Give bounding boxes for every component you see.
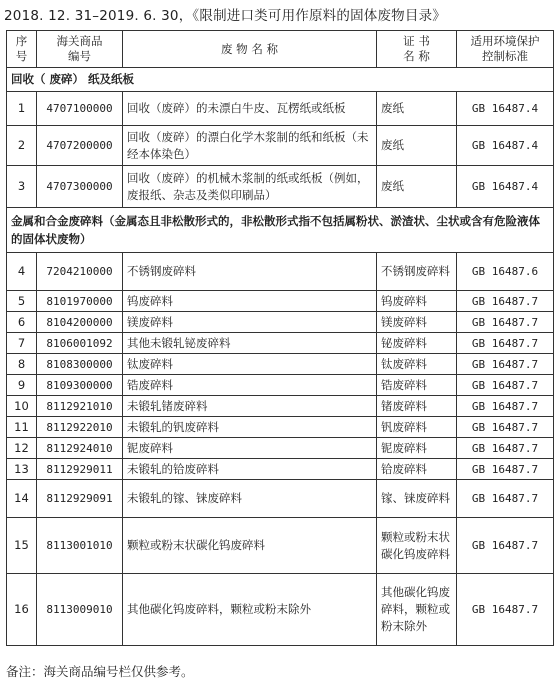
waste-name: 钛废碎料 [123, 354, 377, 375]
control-standard: GB 16487.7 [457, 480, 554, 518]
control-standard: GB 16487.7 [457, 417, 554, 438]
header-cert: 证 书 名 称 [377, 31, 457, 68]
header-standard: 适用环境保护 控制标准 [457, 31, 554, 68]
hs-code: 4707200000 [37, 126, 123, 166]
certificate-name: 镁废碎料 [377, 312, 457, 333]
certificate-name: 钛废碎料 [377, 354, 457, 375]
control-standard: GB 16487.7 [457, 574, 554, 646]
certificate-name: 钨废碎料 [377, 291, 457, 312]
hs-code: 8112924010 [37, 438, 123, 459]
section-title: 回收（ 废碎） 纸及纸板 [7, 68, 554, 92]
table-row [7, 459, 554, 480]
hs-code: 4707300000 [37, 166, 123, 208]
waste-name: 钨废碎料 [123, 291, 377, 312]
control-standard: GB 16487.6 [457, 253, 554, 291]
control-standard: GB 16487.7 [457, 312, 554, 333]
certificate-name: 锆废碎料 [377, 375, 457, 396]
table-row [7, 480, 554, 518]
row-number: 5 [7, 291, 37, 312]
table-row [7, 417, 554, 438]
header-code: 海关商品 编号 [37, 31, 123, 68]
control-standard: GB 16487.7 [457, 438, 554, 459]
table-header-row [7, 31, 554, 68]
waste-name: 未锻轧锗废碎料 [123, 396, 377, 417]
section-header-metal [7, 208, 554, 253]
hs-code: 8106001092 [37, 333, 123, 354]
waste-name: 颗粒或粉末状碳化钨废碎料 [123, 518, 377, 574]
waste-name: 回收（废碎）的漂白化学木浆制的纸和纸板（未经本体染色） [123, 126, 377, 166]
hs-code: 8109300000 [37, 375, 123, 396]
row-number: 13 [7, 459, 37, 480]
hs-code: 8104200000 [37, 312, 123, 333]
hs-code: 7204210000 [37, 253, 123, 291]
waste-catalog-table [6, 30, 554, 646]
table-row [7, 438, 554, 459]
table-row [7, 92, 554, 126]
table-row [7, 396, 554, 417]
certificate-name: 铌废碎料 [377, 438, 457, 459]
waste-name: 镁废碎料 [123, 312, 377, 333]
header-no: 序 号 [7, 31, 37, 68]
control-standard: GB 16487.4 [457, 92, 554, 126]
row-number: 8 [7, 354, 37, 375]
hs-code: 8112929011 [37, 459, 123, 480]
row-number: 10 [7, 396, 37, 417]
control-standard: GB 16487.4 [457, 166, 554, 208]
certificate-name: 不锈钢废碎料 [377, 253, 457, 291]
hs-code: 8101970000 [37, 291, 123, 312]
hs-code: 8113009010 [37, 574, 123, 646]
waste-name: 未锻轧的镓、铼废碎料 [123, 480, 377, 518]
waste-name: 回收（废碎）的未漂白牛皮、瓦楞纸或纸板 [123, 92, 377, 126]
row-number: 6 [7, 312, 37, 333]
table-row [7, 126, 554, 166]
document-title: 2018. 12. 31–2019. 6. 30，《限制进口类可用作原料的固体废物目录》 [4, 8, 446, 24]
waste-name: 其他未锻轧铋废碎料 [123, 333, 377, 354]
certificate-name: 锗废碎料 [377, 396, 457, 417]
table-row [7, 333, 554, 354]
control-standard: GB 16487.7 [457, 518, 554, 574]
table-row [7, 574, 554, 646]
control-standard: GB 16487.7 [457, 354, 554, 375]
row-number: 15 [7, 518, 37, 574]
hs-code: 8112929091 [37, 480, 123, 518]
certificate-name: 钒废碎料 [377, 417, 457, 438]
waste-name: 锆废碎料 [123, 375, 377, 396]
hs-code: 4707100000 [37, 92, 123, 126]
row-number: 9 [7, 375, 37, 396]
certificate-name: 铋废碎料 [377, 333, 457, 354]
certificate-name: 废纸 [377, 166, 457, 208]
certificate-name: 其他碳化钨废碎料，颗粒或粉末除外 [377, 574, 457, 646]
certificate-name: 颗粒或粉末状碳化钨废碎料 [377, 518, 457, 574]
row-number: 1 [7, 92, 37, 126]
certificate-name: 铪废碎料 [377, 459, 457, 480]
waste-name: 铌废碎料 [123, 438, 377, 459]
table-row [7, 312, 554, 333]
certificate-name: 废纸 [377, 126, 457, 166]
hs-code: 8108300000 [37, 354, 123, 375]
footnote: 备注：海关商品编号栏仅供参考。 [6, 664, 194, 679]
waste-name: 不锈钢废碎料 [123, 253, 377, 291]
table-row [7, 375, 554, 396]
row-number: 3 [7, 166, 37, 208]
section-title: 金属和合金废碎料（金属态且非松散形式的，非松散形式指不包括属粉状、淤渣状、尘状或含有危险液体的固体状废物） [7, 208, 554, 253]
row-number: 11 [7, 417, 37, 438]
hs-code: 8113001010 [37, 518, 123, 574]
waste-name: 回收（废碎）的机械木浆制的纸或纸板（例如，废报纸、杂志及类似印刷品） [123, 166, 377, 208]
table-row [7, 253, 554, 291]
table-row [7, 291, 554, 312]
certificate-name: 镓、铼废碎料 [377, 480, 457, 518]
control-standard: GB 16487.7 [457, 396, 554, 417]
control-standard: GB 16487.4 [457, 126, 554, 166]
section-header-paper [7, 68, 554, 92]
control-standard: GB 16487.7 [457, 333, 554, 354]
waste-name: 未锻轧的铪废碎料 [123, 459, 377, 480]
certificate-name: 废纸 [377, 92, 457, 126]
waste-name: 未锻轧的钒废碎料 [123, 417, 377, 438]
row-number: 4 [7, 253, 37, 291]
control-standard: GB 16487.7 [457, 375, 554, 396]
header-name: 废 物 名 称 [123, 31, 377, 68]
row-number: 16 [7, 574, 37, 646]
row-number: 12 [7, 438, 37, 459]
control-standard: GB 16487.7 [457, 291, 554, 312]
control-standard: GB 16487.7 [457, 459, 554, 480]
hs-code: 8112921010 [37, 396, 123, 417]
table-row [7, 354, 554, 375]
table-row [7, 166, 554, 208]
row-number: 2 [7, 126, 37, 166]
row-number: 7 [7, 333, 37, 354]
waste-name: 其他碳化钨废碎料，颗粒或粉末除外 [123, 574, 377, 646]
row-number: 14 [7, 480, 37, 518]
table-row [7, 518, 554, 574]
hs-code: 8112922010 [37, 417, 123, 438]
